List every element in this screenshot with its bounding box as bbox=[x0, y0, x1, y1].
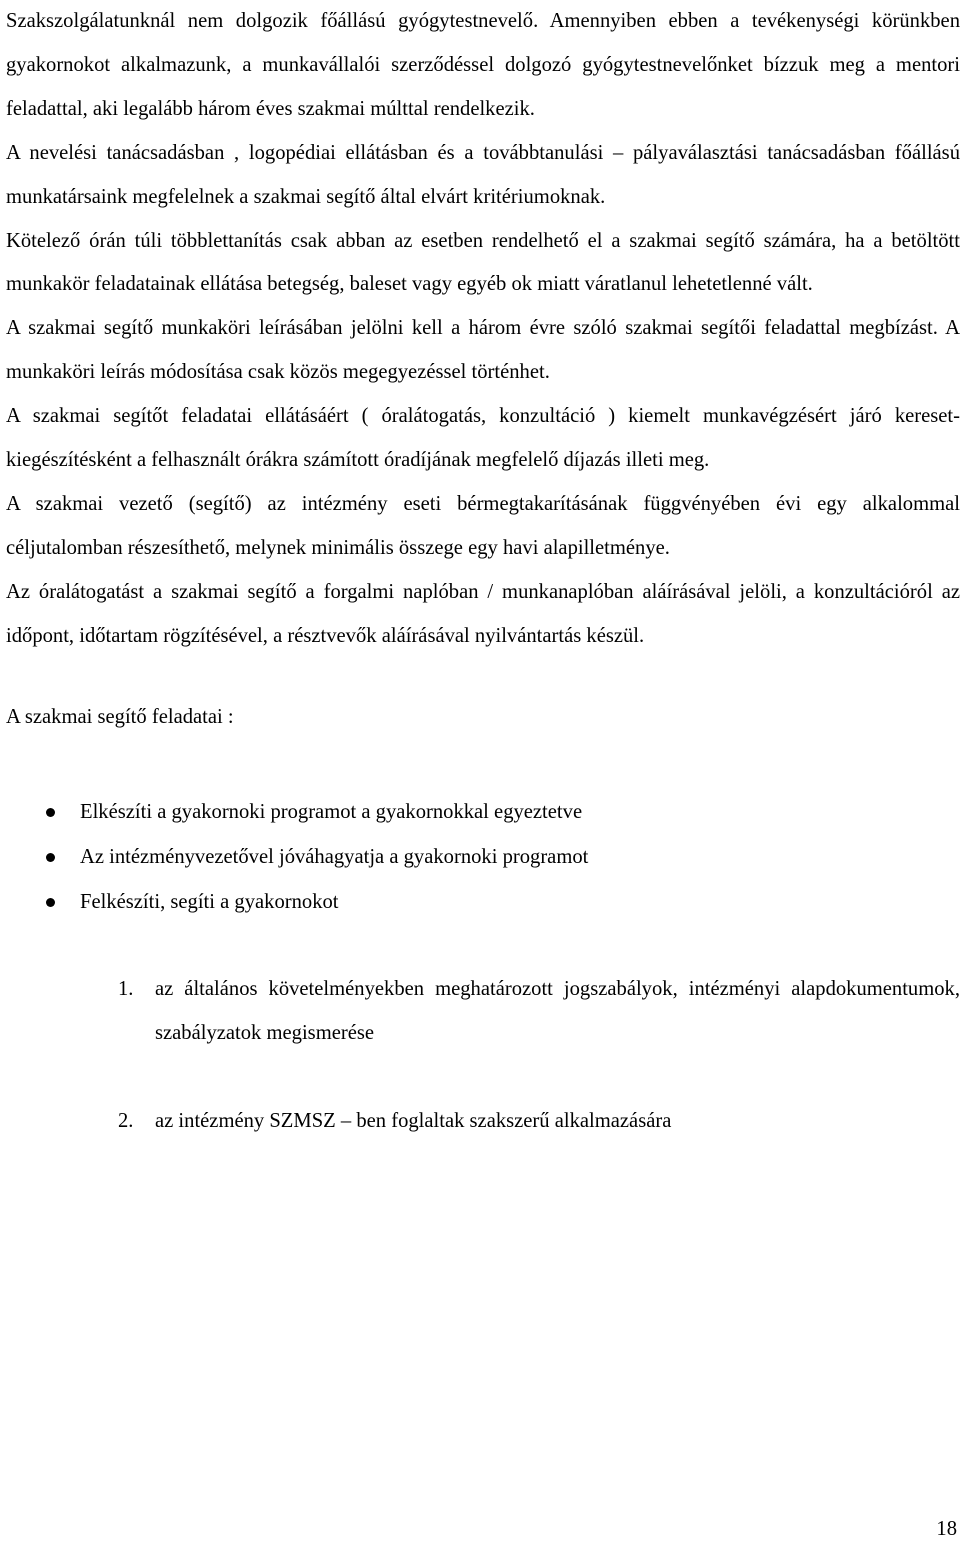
list-item bbox=[6, 835, 960, 880]
list-item bbox=[6, 790, 960, 835]
paragraph-compensation: A szakmai segítőt feladatai ellátásáért ( óralátogatás, konzultáció ) kiemelt munkavégzésért járó kereset- kiegészítésként a felhasznált órákra számított óradíjának megfelelő díjazás illeti meg. bbox=[6, 405, 960, 472]
list-item-text: Elkészíti a gyakornoki programot a gyakornokkal egyeztetve bbox=[80, 800, 583, 823]
page-number: 18 bbox=[936, 1518, 957, 1540]
bullet-icon bbox=[46, 808, 55, 817]
paragraph-extra-teaching: Kötelező órán túli többlettanítás csak abban az esetben rendelhető el a szakmai segítő számára, ha a betöltött munkakör feladatainak ellátása betegség, baleset vagy egyéb ok miatt váratlanul lehetetlenné vált. bbox=[6, 229, 960, 296]
numbered-item bbox=[6, 968, 960, 1056]
numbered-list bbox=[6, 968, 960, 1144]
numbered-item-text: az intézmény SZMSZ – ben foglaltak szakszerű alkalmazására bbox=[155, 1110, 672, 1133]
list-item-text: Az intézményvezetővel jóváhagyatja a gyakornoki programot bbox=[80, 845, 589, 868]
paragraph-bonus: A szakmai vezető (segítő) az intézmény eseti bérmegtakarításának függvényében évi egy alkalommal céljutalomban részesíthető, melynek minimális összege egy havi alapilletménye. bbox=[6, 492, 960, 559]
paragraph-job-description: A szakmai segítő munkaköri leírásában jelölni kell a három évre szóló szakmai segítői feladattal megbízást. A munkaköri leírás módosítása csak közös megegyezéssel történhet. bbox=[6, 317, 960, 384]
bullet-icon bbox=[46, 853, 55, 862]
numbered-item-text: az általános követelményekben meghatározott jogszabályok, intézményi alapdokumentumok, szabályzatok megismerése bbox=[155, 978, 960, 1045]
paragraph-physical-education: Szakszolgálatunknál nem dolgozik főállású gyógytestnevelő. Amennyiben ebben a tevékenységi körünkben gyakornokot alkalmazunk, a munkavállalói szerződéssel dolgozó gyógytestnevelőnket bízzuk meg a mentori feladattal, aki legalább három éves szakmai múlttal rendelkezik. bbox=[6, 10, 960, 120]
document-page bbox=[6, 0, 960, 1144]
tasks-heading: A szakmai segítő feladatai : bbox=[6, 705, 234, 728]
list-item-text: Felkészíti, segíti a gyakornokot bbox=[80, 891, 339, 914]
item-number: 2. bbox=[118, 1110, 134, 1133]
list-item bbox=[6, 880, 960, 925]
item-number: 1. bbox=[118, 978, 134, 1001]
tasks-bullet-list bbox=[6, 790, 960, 926]
paragraph-observation-log: Az óralátogatást a szakmai segítő a forgalmi naplóban / munkanaplóban aláírásával jelöli, a konzultációról az időpont, időtartam rögzítésével, a résztvevők aláírásával nyilvántartás készül. bbox=[6, 580, 960, 647]
paragraph-counseling-staff: A nevelési tanácsadásban , logopédiai ellátásban és a továbbtanulási – pályaválasztási tanácsadásban főállású munkatársaink megfelelnek a szakmai segítő által elvárt kritériumoknak. bbox=[6, 141, 960, 208]
bullet-icon bbox=[46, 898, 55, 907]
numbered-item bbox=[6, 1100, 960, 1144]
